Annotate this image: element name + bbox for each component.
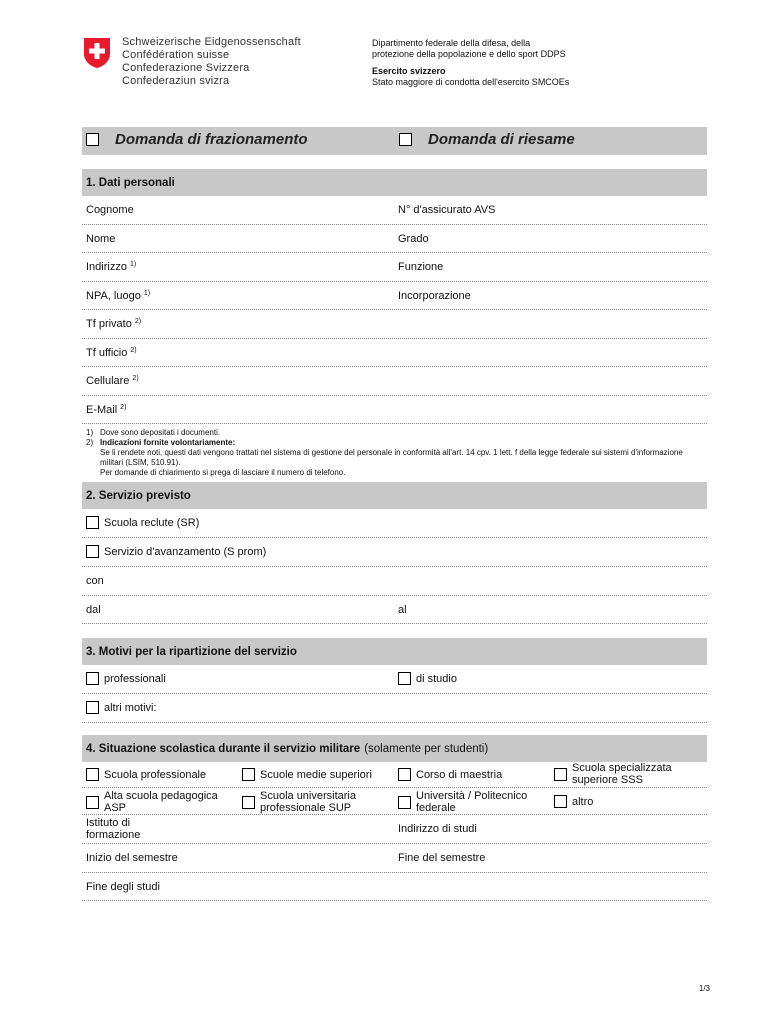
section-title: 2. Servizio previsto <box>82 482 707 509</box>
checkbox[interactable] <box>242 768 255 781</box>
letterhead <box>82 36 702 96</box>
option-row[interactable]: Scuola professionale Scuole medie superiori Corso di maestria Scuola specializzata superiore SSS <box>82 762 707 788</box>
checkbox[interactable] <box>86 516 99 529</box>
checkbox[interactable] <box>86 545 99 558</box>
request-split-checkbox[interactable] <box>86 133 99 146</box>
footnotes: 1) Dove sono depositati i documenti. 2) Indicazioni fornite volontariamente: Se li rendete noti, questi dati vengono trattati nel sistema di gestione del personale in conformità all'art. 14 cpv. 1 lett. f della legge federale sui sistemi d'informazione militari (LSIM, 510.91). Per domande di chiarimento si prega di lasciare il numero di telefono. <box>86 428 683 477</box>
form-row[interactable]: Fine degli studi <box>82 873 707 902</box>
option-row[interactable]: professionali di studio <box>82 665 707 694</box>
section-planned-service <box>82 482 707 624</box>
request-review-checkbox[interactable] <box>399 133 412 146</box>
option-row[interactable]: Alta scuola pedagogica ASP Scuola universitaria professionale SUP Università / Politecnico federale altro <box>82 788 707 815</box>
request-split[interactable]: Domanda di frazionamento <box>86 131 308 148</box>
form-row[interactable]: Tf privato $^{2)}$ <box>82 310 707 339</box>
section-title: 4. Situazione scolastica durante il servizio militare (solamente per studenti) <box>82 735 707 762</box>
form-row[interactable]: Tf ufficio $^{2)}$ <box>82 339 707 368</box>
form-row[interactable]: Inizio del semestre Fine del semestre <box>82 844 707 873</box>
form-row[interactable]: Istituto di formazione Indirizzo di studi <box>82 815 707 844</box>
option-row[interactable]: Servizio d'avanzamento (S prom) <box>82 538 707 567</box>
section-reasons <box>82 638 707 723</box>
request-type-bar <box>82 127 707 155</box>
checkbox[interactable] <box>86 768 99 781</box>
swiss-cross-icon <box>82 36 112 69</box>
request-review[interactable]: Domanda di riesame <box>399 131 575 148</box>
checkbox[interactable] <box>86 796 99 809</box>
section-school-situation <box>82 735 707 901</box>
department-info: Dipartimento federale della difesa, della protezione della popolazione e dello sport DDPS Esercito svizzero Stato maggiore di condotta dell'esercito SMCOEs <box>372 38 570 87</box>
form-row[interactable]: Cellulare $^{2)}$ <box>82 367 707 396</box>
page-number: 1/3 <box>698 984 710 993</box>
checkbox[interactable] <box>86 672 99 685</box>
checkbox[interactable] <box>398 796 411 809</box>
form-row[interactable]: NPA, luogo $^{1)}$ Incorporazione <box>82 282 707 311</box>
checkbox[interactable] <box>554 795 567 808</box>
form-row[interactable]: Nome Grado <box>82 225 707 254</box>
form-row[interactable]: dal al <box>82 596 707 625</box>
confederation-names: Schweizerische Eidgenossenschaft Confédération suisse Confederazione Svizzera Confederaziun svizra <box>122 36 301 87</box>
form-row[interactable]: Indirizzo $^{1)}$ Funzione <box>82 253 707 282</box>
option-row[interactable]: Scuola reclute (SR) <box>82 509 707 538</box>
checkbox[interactable] <box>554 768 567 781</box>
checkbox[interactable] <box>398 768 411 781</box>
section-personal-data <box>82 169 707 476</box>
form-row[interactable]: con <box>82 567 707 596</box>
option-row[interactable]: altri motivi: <box>82 694 707 723</box>
section-title: 3. Motivi per la ripartizione del servizio <box>82 638 707 665</box>
form-row[interactable]: E-Mail $^{2)}$ <box>82 396 707 425</box>
section-title: 1. Dati personali <box>82 169 707 196</box>
checkbox[interactable] <box>242 796 255 809</box>
checkbox[interactable] <box>398 672 411 685</box>
form-row[interactable]: Cognome N° d'assicurato AVS <box>82 196 707 225</box>
checkbox[interactable] <box>86 701 99 714</box>
